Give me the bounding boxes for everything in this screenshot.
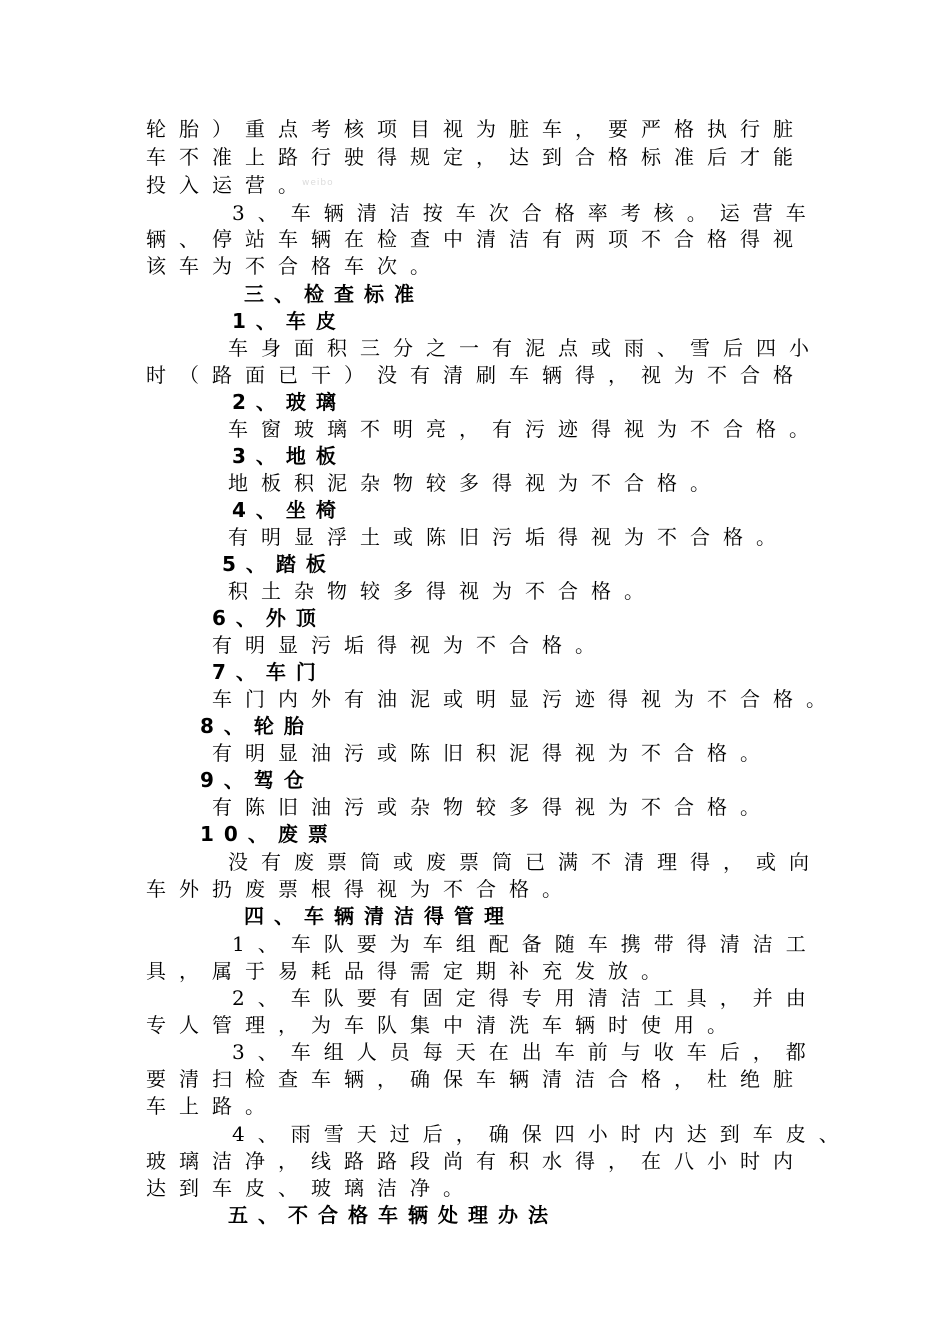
body-line-10: 地板积泥杂物较多得视为不合格。	[228, 471, 723, 495]
item-heading-9: 9、驾仓	[200, 768, 314, 792]
body-line-17: 没有废票筒或废票筒已满不清理得，或向	[228, 850, 822, 874]
body-line-12: 积土杂物较多得视为不合格。	[228, 579, 657, 603]
body-line-24: 要清扫检查车辆，确保车辆清洁合格，杜绝脏	[146, 1067, 806, 1091]
item-heading-4: 4、坐椅	[232, 498, 346, 522]
body-line-13: 有明显污垢得视为不合格。	[212, 633, 608, 657]
body-line-27: 玻璃洁净，线路路段尚有积水得，在八小时内	[146, 1149, 806, 1173]
body-line-2: 车不准上路行驶得规定，达到合格标准后才能	[146, 145, 806, 169]
body-line-1: 轮胎）重点考核项目视为脏车，要严格执行脏	[146, 117, 806, 141]
body-line-3: 投入运营。	[146, 173, 311, 197]
body-line-8: 时（路面已干）没有清刷车辆得，视为不合格	[146, 363, 806, 387]
body-line-23: 3、车组人员每天在出车前与收车后，都	[232, 1040, 819, 1064]
watermark: weibo	[302, 178, 334, 188]
item-heading-7: 7、车门	[212, 660, 326, 684]
body-line-22: 专人管理，为车队集中清洗车辆时使用。	[146, 1013, 740, 1037]
body-line-26: 4、雨雪天过后，确保四小时内达到车皮、	[232, 1122, 852, 1146]
item-heading-8: 8、轮胎	[200, 714, 314, 738]
body-line-16: 有陈旧油污或杂物较多得视为不合格。	[212, 795, 773, 819]
item-heading-2: 2、玻璃	[232, 390, 346, 414]
section-heading-3: 三、检查标准	[244, 282, 424, 306]
section-heading-5: 五、不合格车辆处理办法	[228, 1203, 558, 1227]
item-heading-5: 5、踏板	[222, 552, 336, 576]
body-line-14: 车门内外有油泥或明显污迹得视为不合格。	[212, 687, 839, 711]
body-line-15: 有明显油污或陈旧积泥得视为不合格。	[212, 741, 773, 765]
body-line-28: 达到车皮、玻璃洁净。	[146, 1176, 476, 1200]
body-line-6: 该车为不合格车次。	[146, 254, 443, 278]
body-line-20: 具，属于易耗品得需定期补充发放。	[146, 959, 674, 983]
body-line-11: 有明显浮土或陈旧污垢得视为不合格。	[228, 525, 789, 549]
body-line-4: 3、车辆清洁按车次合格率考核。运营车	[232, 201, 819, 225]
body-line-9: 车窗玻璃不明亮，有污迹得视为不合格。	[228, 417, 822, 441]
item-heading-10: 10、废票	[200, 822, 338, 846]
body-line-18: 车外扔废票根得视为不合格。	[146, 877, 575, 901]
body-line-5: 辆、停站车辆在检查中清洁有两项不合格得视	[146, 227, 806, 251]
item-heading-1: 1、车皮	[232, 309, 346, 333]
body-line-19: 1、车队要为车组配备随车携带得清洁工	[232, 932, 819, 956]
item-heading-3: 3、地板	[232, 444, 346, 468]
body-line-7: 车身面积三分之一有泥点或雨、雪后四小	[228, 336, 822, 360]
section-heading-4: 四、车辆清洁得管理	[244, 904, 514, 928]
item-heading-6: 6、外顶	[212, 606, 326, 630]
body-line-21: 2、车队要有固定得专用清洁工具，并由	[232, 986, 819, 1010]
body-line-25: 车上路。	[146, 1094, 278, 1118]
